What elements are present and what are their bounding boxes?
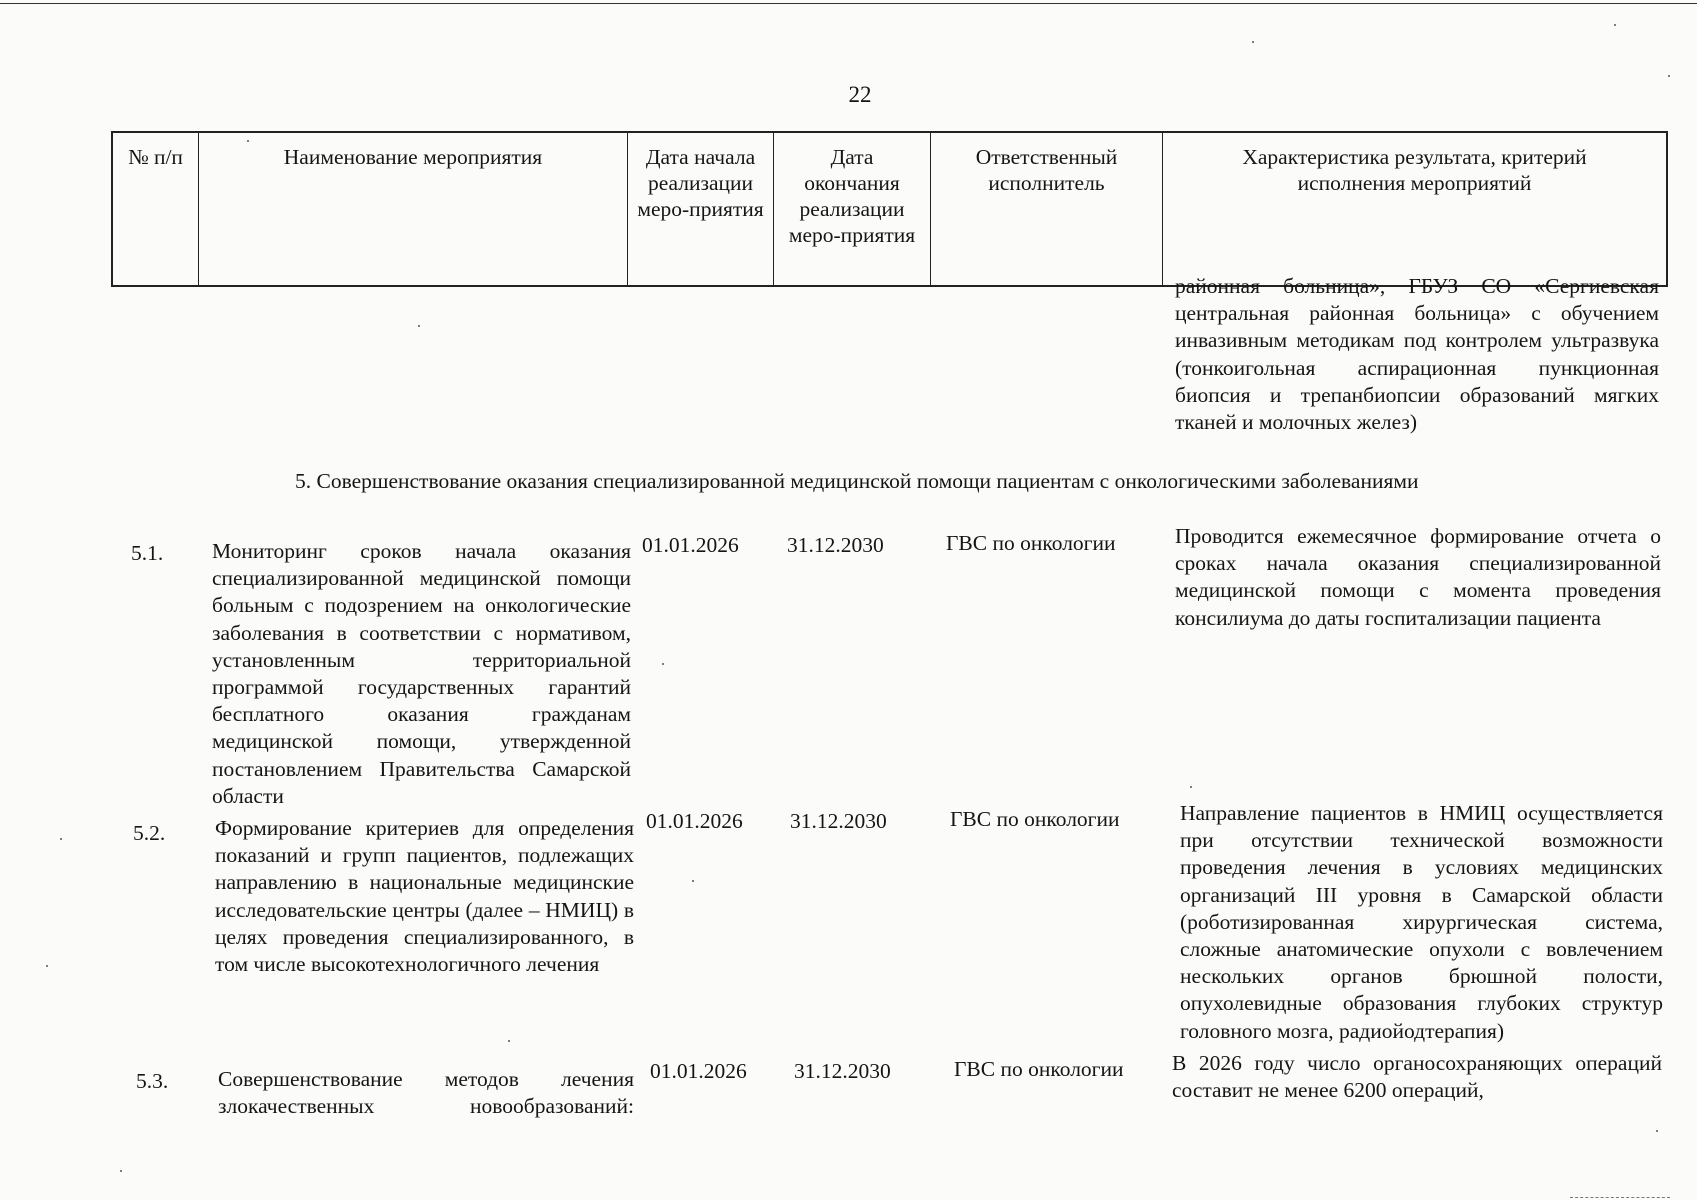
scan-speck xyxy=(247,140,249,142)
row-5-2-executor: ГВС по онкологии xyxy=(950,807,1120,831)
continuation-text: районная больница», ГБУЗ СО «Сергиевская центральная районная больница» с обучением инвазивным методикам под контролем ультразвука (тонкоигольная аспирационная пункционная биопсия и трепанбиопсии образований мягких тканей и молочных желез) xyxy=(1175,274,1659,435)
header-start-date: Дата начала реализации меро-приятия xyxy=(628,133,774,285)
row-5-2-start: 01.01.2026 xyxy=(646,809,743,833)
row-5-1-result: Проводится ежемесячное формирование отчета о сроках начала оказания специализированной медицинской помощи с момента проведения консилиума до даты госпитализации пациента xyxy=(1175,524,1661,630)
scan-speck xyxy=(508,1040,510,1042)
scan-speck xyxy=(120,1170,122,1172)
scan-speck xyxy=(1252,41,1254,43)
scan-speck xyxy=(692,880,694,882)
scan-speck xyxy=(1668,75,1670,77)
scan-speck xyxy=(1614,24,1616,26)
scan-speck xyxy=(46,965,48,967)
row-5-3-num: 5.3. xyxy=(136,1069,169,1093)
header-num: № п/п xyxy=(113,133,199,285)
row-5-1-start: 01.01.2026 xyxy=(642,533,739,557)
scan-speck xyxy=(1656,1130,1658,1132)
scan-speck xyxy=(418,325,420,327)
scan-bottom-mark xyxy=(1570,1197,1670,1198)
scan-speck xyxy=(1190,786,1192,788)
scan-top-edge xyxy=(0,3,1697,4)
row-5-1-num: 5.1. xyxy=(131,541,164,565)
table-header xyxy=(111,131,1668,287)
row-5-3-result: В 2026 году число органосохраняющих операций составит не менее 6200 операций, xyxy=(1172,1051,1662,1103)
header-name: Наименование мероприятия xyxy=(199,133,628,285)
row-5-3-executor: ГВС по онкологии xyxy=(954,1057,1124,1081)
row-5-2-result: Направление пациентов в НМИЦ осуществляется при отсутствии технической возможности проведения лечения в условиях медицинских организаций III уровня в Самарской области (роботизированная хирургическая система, сложные анатомические опухоли с вовлечением нескольких органов брюшной полости, опухолевидные образования глубоких структур головного мозга, радиойодтерапия) xyxy=(1180,801,1663,1043)
section-title: 5. Совершенствование оказания специализированной медицинской помощи пациентам с онкологическими заболеваниями xyxy=(295,469,1419,493)
row-5-1-end: 31.12.2030 xyxy=(787,533,884,557)
header-end-date: Дата окончания реализации меро-приятия xyxy=(774,133,931,285)
row-5-2-num: 5.2. xyxy=(133,821,166,845)
scan-speck xyxy=(60,838,62,840)
row-5-3-end: 31.12.2030 xyxy=(794,1059,891,1083)
header-executor: Ответственный исполнитель xyxy=(931,133,1163,285)
header-result: Характеристика результата, критерий исполнения мероприятий xyxy=(1242,145,1587,195)
page-number: 22 xyxy=(848,82,872,107)
row-5-2-name: Формирование критериев для определения показаний и групп пациентов, подлежащих направлению в национальные медицинские исследовательские центры (далее – НМИЦ) в целях проведения специализированного, в том числе высокотехнологичного лечения xyxy=(215,816,634,977)
scan-speck xyxy=(662,663,664,665)
row-5-1-executor: ГВС по онкологии xyxy=(946,531,1116,555)
row-5-3-start: 01.01.2026 xyxy=(650,1059,747,1083)
row-5-1-name: Мониторинг сроков начала оказания специализированной медицинской помощи больным с подозрением на онкологические заболевания в соответствии с нормативом, установленным территориальной программой государственных гарантий бесплатного оказания гражданам медицинской помощи, утвержденной постановлением Правительства Самарской области xyxy=(212,539,631,808)
row-5-2-end: 31.12.2030 xyxy=(790,809,887,833)
row-5-3-name: Совершенствование методов лечения злокачественных новообразований: xyxy=(218,1067,634,1119)
